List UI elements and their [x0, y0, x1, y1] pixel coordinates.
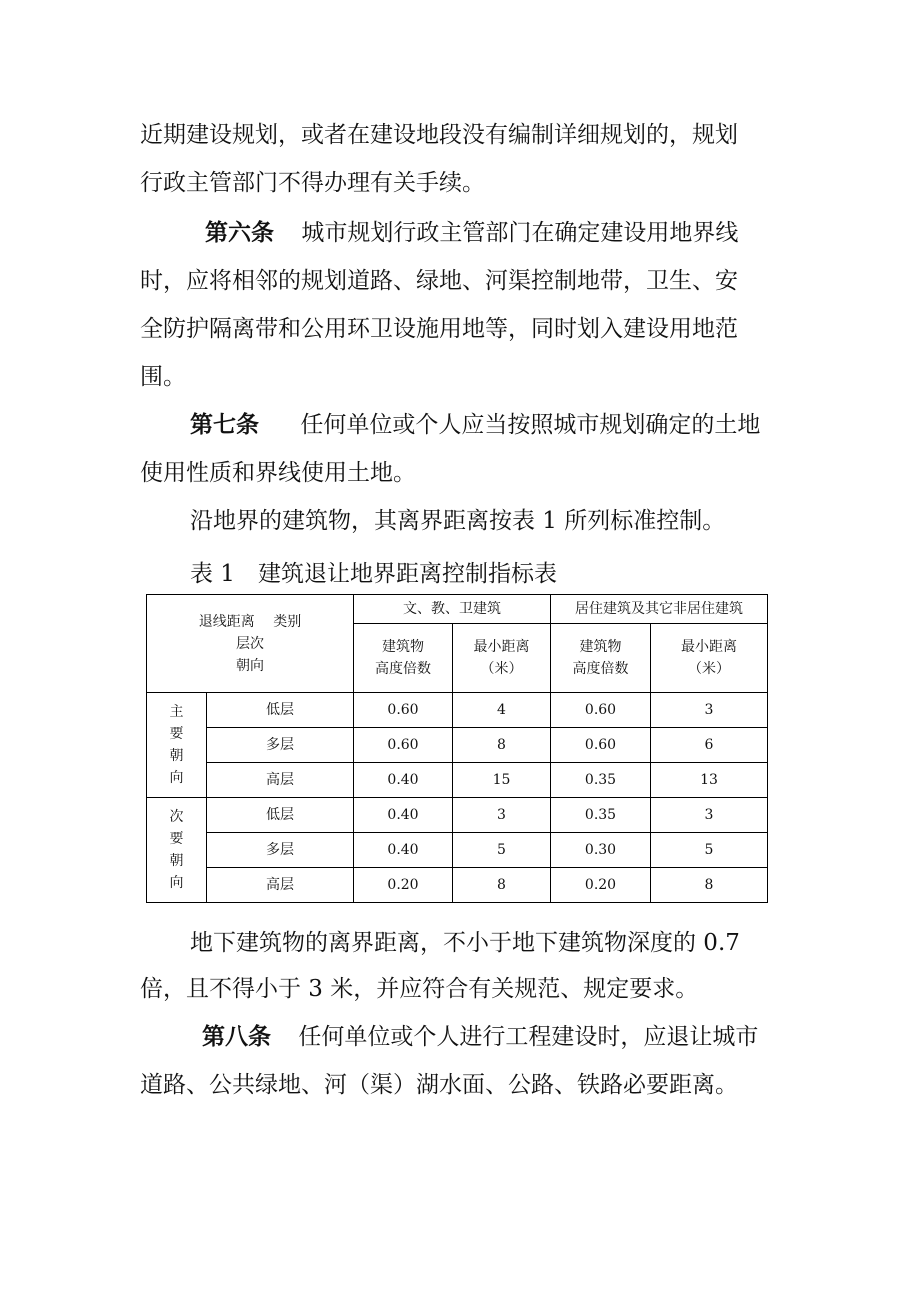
corner-line: 退线距离 类别 — [198, 613, 302, 630]
paragraph-line: 行政主管部门不得办理有关手续。 — [140, 170, 485, 196]
value-cell: 15 — [453, 763, 551, 798]
orientation-main: 主 要 朝 向 — [147, 693, 207, 798]
value-cell: 0.35 — [551, 798, 651, 833]
setback-table — [146, 594, 768, 903]
value-cell: 0.20 — [354, 868, 453, 903]
corner-line: 层次 — [236, 635, 264, 652]
value-cell: 0.30 — [551, 833, 651, 868]
paragraph-line: 时，应将相邻的规划道路、绿地、河渠控制地带，卫生、安 — [140, 268, 738, 294]
level-cell: 高层 — [207, 868, 354, 903]
value-cell: 8 — [453, 728, 551, 763]
article-text: 城市规划行政主管部门在确定建设用地界线 — [301, 220, 739, 246]
paragraph-line: 近期建设规划，或者在建设地段没有编制详细规划的，规划 — [140, 122, 738, 148]
paragraph-line: 道路、公共绿地、河（渠）湖水面、公路、铁路必要距离。 — [140, 1072, 738, 1098]
value-cell: 5 — [453, 833, 551, 868]
paragraph-line: 地下建筑物的离界距离，不小于地下建筑物深度的 0.7 — [190, 930, 740, 956]
table-row — [147, 798, 768, 833]
article-8 — [202, 1022, 758, 1052]
article-label: 第六条 — [205, 219, 274, 246]
value-cell: 0.60 — [354, 693, 453, 728]
table-row — [147, 693, 768, 728]
level-cell: 低层 — [207, 693, 354, 728]
paragraph-line: 沿地界的建筑物，其离界距离按表 1 所列标准控制。 — [190, 508, 726, 534]
table-caption: 表 1 建筑退让地界距离控制指标表 — [190, 561, 557, 587]
article-text: 任何单位或个人应当按照城市规划确定的土地 — [300, 412, 761, 438]
article-7 — [190, 410, 760, 440]
value-cell: 0.35 — [551, 763, 651, 798]
orientation-secondary: 次 要 朝 向 — [147, 798, 207, 903]
value-cell: 13 — [651, 763, 768, 798]
article-label: 第七条 — [190, 411, 259, 438]
value-cell: 0.40 — [354, 763, 453, 798]
value-cell: 3 — [651, 693, 768, 728]
article-text: 任何单位或个人进行工程建设时，应退让城市 — [298, 1024, 759, 1050]
value-cell: 0.40 — [354, 833, 453, 868]
table-row — [147, 728, 768, 763]
col-header-ratio: 建筑物 高度倍数 — [354, 624, 453, 693]
value-cell: 4 — [453, 693, 551, 728]
level-cell: 多层 — [207, 728, 354, 763]
value-cell: 3 — [453, 798, 551, 833]
value-cell: 0.40 — [354, 798, 453, 833]
paragraph-line: 全防护隔离带和公用环卫设施用地等，同时划入建设用地范 — [140, 316, 738, 342]
article-label: 第八条 — [202, 1023, 271, 1050]
value-cell: 0.60 — [354, 728, 453, 763]
col-header-ratio: 建筑物 高度倍数 — [551, 624, 651, 693]
col-header-min: 最小距离 （米） — [453, 624, 551, 693]
value-cell: 3 — [651, 798, 768, 833]
value-cell: 6 — [651, 728, 768, 763]
level-cell: 多层 — [207, 833, 354, 868]
value-cell: 8 — [651, 868, 768, 903]
value-cell: 8 — [453, 868, 551, 903]
group-header-b: 居住建筑及其它非居住建筑 — [551, 595, 768, 624]
value-cell: 0.60 — [551, 693, 651, 728]
value-cell: 5 — [651, 833, 768, 868]
corner-line: 朝向 — [236, 657, 264, 674]
level-cell: 低层 — [207, 798, 354, 833]
table-corner-header — [147, 595, 354, 693]
level-cell: 高层 — [207, 763, 354, 798]
group-header-a: 文、教、卫建筑 — [354, 595, 551, 624]
value-cell: 0.60 — [551, 728, 651, 763]
table-row — [147, 763, 768, 798]
paragraph-line: 围。 — [140, 364, 186, 390]
paragraph-line: 倍，且不得小于 3 米，并应符合有关规范、规定要求。 — [140, 976, 699, 1002]
paragraph-line: 使用性质和界线使用土地。 — [140, 460, 416, 486]
table-row — [147, 868, 768, 903]
table-row — [147, 833, 768, 868]
value-cell: 0.20 — [551, 868, 651, 903]
article-6 — [205, 218, 738, 248]
col-header-min: 最小距离 （米） — [651, 624, 768, 693]
